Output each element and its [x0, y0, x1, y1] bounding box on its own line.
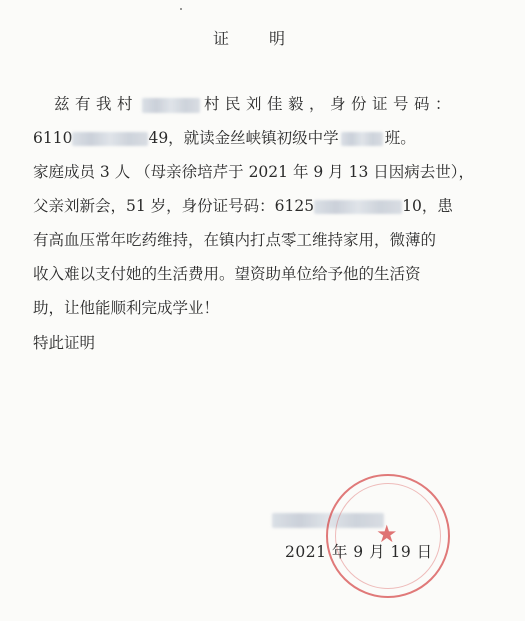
text-segment: 班。 [384, 129, 416, 147]
document-title [213, 26, 325, 49]
paragraph-line-6: 收入难以支付她的生活费用。望资助单位给予他的生活资 [33, 265, 421, 283]
signature-date: 2021 年 9 月 19 日 [285, 543, 433, 561]
paragraph-line-4 [33, 194, 525, 216]
text-segment: 10，患 [402, 197, 453, 215]
paragraph-line-3: 家庭成员 3 人 （母亲徐培芹于 2021 年 9 月 13 日因病去世）， [33, 163, 474, 181]
id-number-prefix: 6110 [33, 129, 73, 147]
text-segment: 49，就读金丝峡镇初级中学 [148, 129, 339, 147]
paragraph-line-2 [33, 126, 525, 148]
redacted-class-name [341, 132, 383, 146]
paragraph-line-5: 有高血压常年吃药维持，在镇内打点零工维持家用，微薄的 [33, 231, 437, 249]
redacted-id-number [72, 132, 148, 146]
speck [180, 8, 182, 10]
official-seal [326, 474, 450, 598]
text-segment: 村民刘佳毅，身份证号码： [204, 95, 457, 113]
paragraph-line-7: 助，让他能顺利完成学业！ [33, 299, 220, 317]
star-icon: ★ [376, 520, 398, 548]
paragraph-line-1 [54, 92, 525, 114]
text-segment: 父亲刘新会，51 岁，身份证号码：6125 [33, 197, 315, 215]
closing-line: 特此证明 [33, 334, 96, 352]
redacted-village-name [142, 98, 200, 113]
text-segment: 兹有我村 [54, 95, 139, 113]
redacted-father-id-number [314, 200, 402, 214]
title-char-2: 明 [269, 29, 288, 48]
title-char-1: 证 [213, 29, 232, 48]
